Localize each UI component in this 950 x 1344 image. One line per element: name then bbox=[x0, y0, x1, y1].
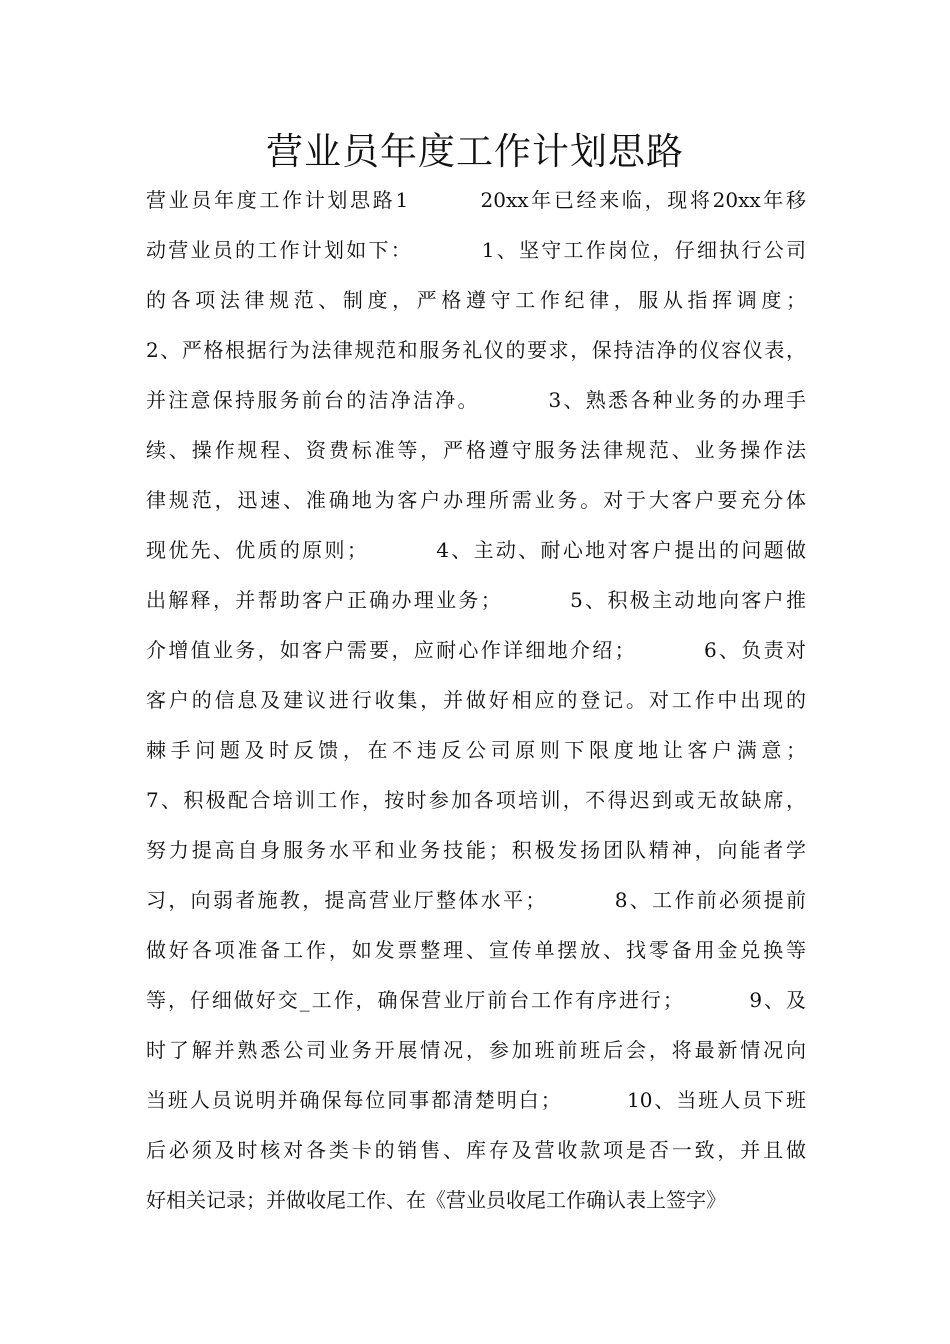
paragraph-line: 动营业员的工作计划如下： 1、坚守工作岗位，仔细执行公司 bbox=[146, 238, 806, 262]
paragraph-line: 时了解并熟悉公司业务开展情况，参加班前班后会，将最新情况向 bbox=[146, 1038, 806, 1062]
paragraph-line: 续、操作规程、资费标准等，严格遵守服务法律规范、业务操作法 bbox=[146, 438, 806, 462]
paragraph-line: 营业员年度工作计划思路1 20xx年已经来临，现将20xx年移 bbox=[146, 188, 806, 212]
paragraph-line: 出解释，并帮助客户正确办理业务； 5、积极主动地向客户推 bbox=[146, 588, 806, 612]
paragraph-line: 客户的信息及建议进行收集，并做好相应的登记。对工作中出现的 bbox=[146, 688, 806, 712]
paragraph-line: 当班人员说明并确保每位同事都清楚明白； 10、当班人员下班 bbox=[146, 1088, 806, 1112]
paragraph-line: 棘手问题及时反馈，在不违反公司原则下限度地让客户满意； bbox=[146, 738, 806, 762]
paragraph-line: 现优先、优质的原则； 4、主动、耐心地对客户提出的问题做 bbox=[146, 538, 806, 562]
paragraph-line: 并注意保持服务前台的洁净洁净。 3、熟悉各种业务的办理手 bbox=[146, 388, 806, 412]
paragraph-line: 等，仔细做好交_工作，确保营业厅前台工作有序进行； 9、及 bbox=[146, 988, 806, 1012]
paragraph-line: 7、积极配合培训工作，按时参加各项培训，不得迟到或无故缺席， bbox=[146, 788, 806, 812]
paragraph-line: 后必须及时核对各类卡的销售、库存及营收款项是否一致，并且做 bbox=[146, 1138, 806, 1162]
paragraph-line: 的各项法律规范、制度，严格遵守工作纪律，服从指挥调度； bbox=[146, 288, 806, 312]
paragraph-line: 努力提高自身服务水平和业务技能；积极发扬团队精神，向能者学 bbox=[146, 838, 806, 862]
paragraph-line: 做好各项准备工作，如发票整理、宣传单摆放、找零备用金兑换等 bbox=[146, 938, 806, 962]
paragraph-line: 2、严格根据行为法律规范和服务礼仪的要求，保持洁净的仪容仪表， bbox=[146, 338, 806, 362]
paragraph-line: 律规范，迅速、准确地为客户办理所需业务。对于大客户要充分体 bbox=[146, 488, 806, 512]
document-title: 营业员年度工作计划思路 bbox=[266, 130, 684, 173]
paragraph-line: 介增值业务，如客户需要，应耐心作详细地介绍； 6、负责对 bbox=[146, 638, 806, 662]
paragraph-line: 习，向弱者施教，提高营业厅整体水平； 8、工作前必须提前 bbox=[146, 888, 806, 912]
paragraph-line: 好相关记录；并做收尾工作、在《营业员收尾工作确认表上签字》 bbox=[146, 1188, 726, 1212]
